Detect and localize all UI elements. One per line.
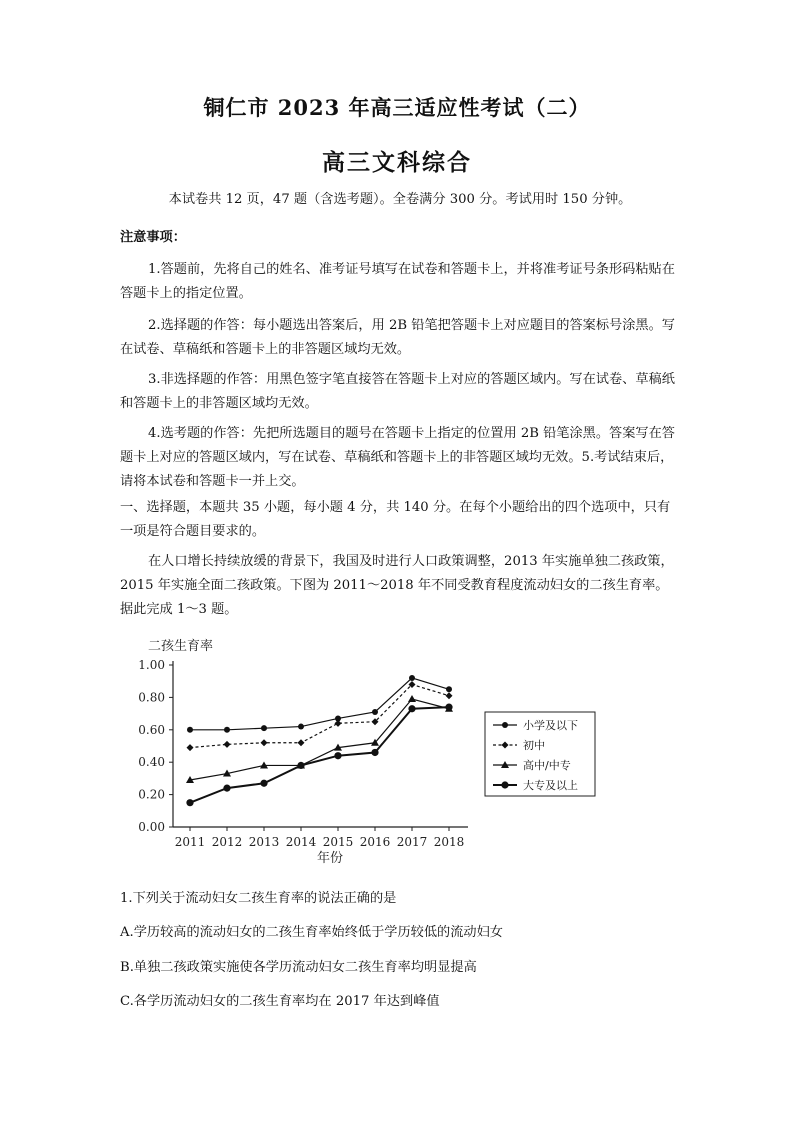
data-point — [186, 799, 193, 806]
y-tick-label: 1.00 — [138, 658, 165, 672]
fertility-chart — [118, 630, 608, 870]
data-point — [224, 727, 230, 733]
chart-yticks — [138, 658, 173, 834]
data-point — [297, 762, 304, 769]
data-point — [187, 727, 193, 733]
legend-swatch-marker — [502, 722, 508, 728]
series-line — [190, 684, 449, 747]
chart-ylabel: 二孩生育率 — [148, 639, 214, 654]
legend-label: 高中/中专 — [523, 759, 571, 772]
x-tick-label: 2018 — [433, 835, 465, 849]
data-point — [409, 675, 415, 681]
x-tick-label: 2015 — [322, 835, 354, 849]
legend-label: 大专及以上 — [523, 779, 578, 792]
note-item-3: 3.非选择题的作答：用黑色签字笔直接答在答题卡上对应的答题区域内。写在试卷、草稿纸和答题卡上的非答题区域均无效。 — [120, 372, 675, 411]
legend-label: 初中 — [523, 739, 545, 752]
chart-series — [186, 675, 453, 806]
series-4 — [186, 704, 452, 807]
x-tick-label: 2012 — [211, 835, 243, 849]
data-point — [446, 692, 453, 699]
data-point — [224, 741, 231, 748]
note-item-2: 2.选择题的作答：每小题选出答案后，用 2B 铅笔把答题卡上对应题目的答案标号涂黑。写在试卷、草稿纸和答题卡上的非答题区域均无效。 — [120, 318, 675, 357]
notes-heading: 注意事项： — [120, 230, 186, 245]
data-point — [298, 739, 305, 746]
data-point — [261, 725, 267, 731]
x-tick-label: 2017 — [396, 835, 428, 849]
data-point — [408, 705, 415, 712]
y-tick-label: 0.60 — [138, 722, 165, 737]
data-point — [298, 724, 304, 730]
exam-subtitle: 高三文科综合 — [322, 149, 472, 176]
data-point — [260, 780, 267, 787]
y-tick-label: 0.00 — [138, 820, 165, 834]
legend-label: 小学及以下 — [523, 719, 578, 732]
question-1-option-b[interactable]: B.单独二孩政策实施使各学历流动妇女二孩生育率均明显提高 — [120, 960, 477, 975]
chart-legend — [485, 712, 595, 796]
data-point — [261, 739, 268, 746]
y-tick-label: 0.80 — [138, 690, 165, 705]
question-1-option-a[interactable]: A.学历较高的流动妇女的二孩生育率始终低于学历较低的流动妇女 — [120, 925, 503, 940]
x-tick-label: 2013 — [248, 835, 280, 849]
chart-axes — [173, 661, 468, 827]
question-1-option-c[interactable]: C.各学历流动妇女的二孩生育率均在 2017 年达到峰值 — [120, 994, 440, 1009]
data-point — [372, 709, 378, 715]
section-intro: 在人口增长持续放缓的背景下，我国及时进行人口政策调整，2013 年实施单独二孩政策，2015 年实施全面二孩政策。下图为 2011～2018 年不同受教育程度流动妇女的二孩生育率。据此完成 1～3 题。 — [120, 554, 674, 617]
data-point — [445, 704, 452, 711]
data-point — [223, 785, 230, 792]
exam-info: 本试卷共 12 页，47 题（含选考题）。全卷满分 300 分。考试用时 150 分钟。 — [168, 192, 632, 207]
chart-xlabel: 年份 — [316, 851, 344, 866]
note-item-1: 1.答题前，先将自己的姓名、准考证号填写在试卷和答题卡上，并将准考证号条形码粘贴在答题卡上的指定位置。 — [120, 262, 675, 301]
data-point — [187, 744, 194, 751]
legend-swatch-marker — [501, 781, 508, 788]
data-point — [408, 695, 416, 702]
y-tick-label: 0.40 — [138, 755, 165, 770]
exam-title: 铜仁市 2023 年高三适应性考试（二） — [203, 95, 591, 120]
note-item-4: 4.选考题的作答：先把所选题目的题号在答题卡上指定的位置用 2B 铅笔涂黑。答案写在答题卡上对应的答题区域内，写在试卷、草稿纸和答题卡上的非答题区域均无效。5.考试结束后，请将本试卷和答题卡一并上交。 — [120, 426, 675, 489]
x-tick-label: 2016 — [359, 835, 391, 849]
section-heading: 一、选择题，本题共 35 小题，每小题 4 分，共 140 分。在每个小题给出的四个选项中，只有一项是符合题目要求的。 — [120, 500, 671, 539]
series-2 — [187, 681, 453, 751]
x-tick-label: 2014 — [285, 835, 317, 849]
data-point — [371, 749, 378, 756]
chart-xticks — [175, 827, 465, 849]
data-point — [334, 752, 341, 759]
question-1-stem: 1.下列关于流动妇女二孩生育率的说法正确的是 — [120, 891, 397, 906]
x-tick-label: 2011 — [174, 835, 206, 849]
y-tick-label: 0.20 — [138, 787, 165, 802]
data-point — [335, 720, 342, 727]
data-point — [446, 686, 452, 692]
